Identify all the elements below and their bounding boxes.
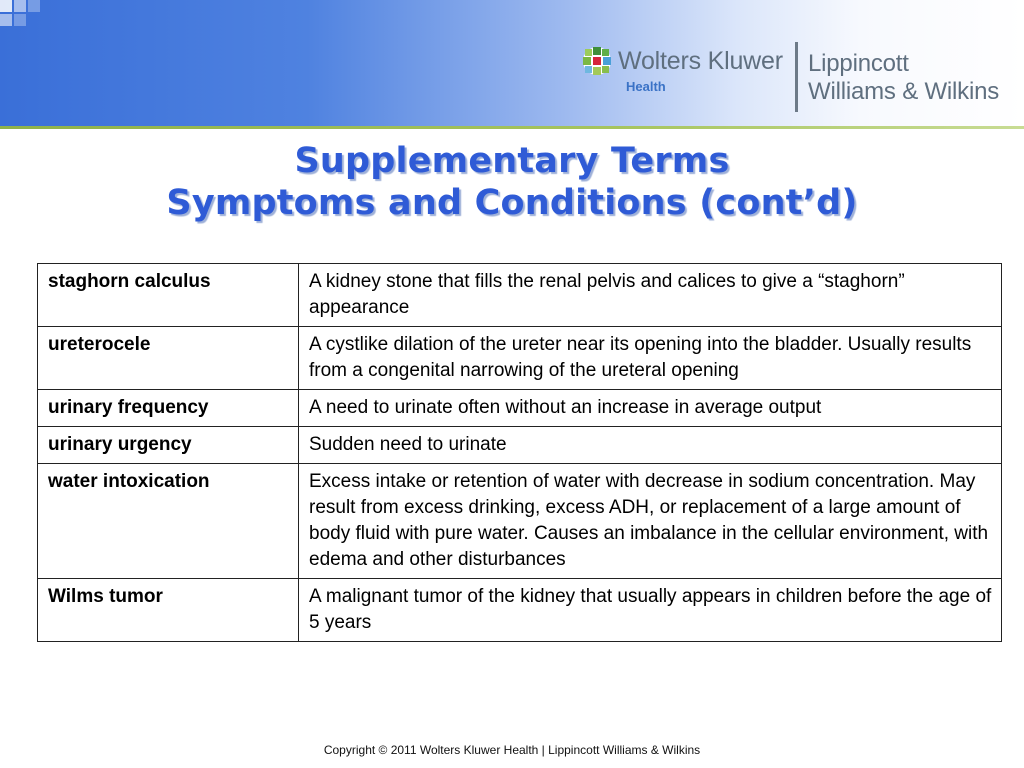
- term-cell: Wilms tumor: [38, 579, 299, 642]
- term-cell: urinary urgency: [38, 427, 299, 464]
- table-row: [38, 327, 1002, 390]
- definition-cell: Sudden need to urinate: [299, 427, 1002, 464]
- definition-cell: A kidney stone that fills the renal pelvis and calices to give a “staghorn” appearance: [299, 264, 1002, 327]
- definition-cell: A malignant tumor of the kidney that usually appears in children before the age of 5 years: [299, 579, 1002, 642]
- table-row: [38, 464, 1002, 579]
- logo-publisher-line2: Williams & Wilkins: [808, 78, 1000, 105]
- logo-publisher-line1: Lippincott: [808, 50, 909, 77]
- publisher-logo: [578, 40, 1024, 112]
- table-row: [38, 264, 1002, 327]
- definition-cell: A cystlike dilation of the ureter near its opening into the bladder. Usually results from a congenital narrowing of the ureteral opening: [299, 327, 1002, 390]
- definition-cell: A need to urinate often without an increase in average output: [299, 390, 1002, 427]
- corner-decoration: [0, 0, 60, 40]
- term-cell: water intoxication: [38, 464, 299, 579]
- logo-divider: [795, 42, 798, 112]
- terms-table: [37, 263, 1002, 642]
- table-row: [38, 427, 1002, 464]
- slide-title: [0, 140, 1024, 224]
- term-cell: urinary frequency: [38, 390, 299, 427]
- term-cell: ureterocele: [38, 327, 299, 390]
- table-row: [38, 390, 1002, 427]
- header-divider: [0, 126, 1024, 129]
- slide-title-line1: Supplementary Terms: [294, 141, 730, 181]
- wolters-kluwer-logo-icon: [582, 46, 612, 76]
- slide-title-line2: Symptoms and Conditions (cont’d): [166, 183, 858, 223]
- table-row: [38, 579, 1002, 642]
- logo-company-name: Wolters Kluwer: [618, 47, 783, 75]
- copyright-footer: Copyright © 2011 Wolters Kluwer Health | Lippincott Williams & Wilkins: [323, 743, 701, 757]
- term-cell: staghorn calculus: [38, 264, 299, 327]
- logo-division-name: Health: [626, 79, 666, 94]
- definition-cell: Excess intake or retention of water with decrease in sodium concentration. May result from excess drinking, excess ADH, or replacement of a large amount of body fluid with pure water. Causes an imbalance in the cellular environment, with edema and other disturbances: [299, 464, 1002, 579]
